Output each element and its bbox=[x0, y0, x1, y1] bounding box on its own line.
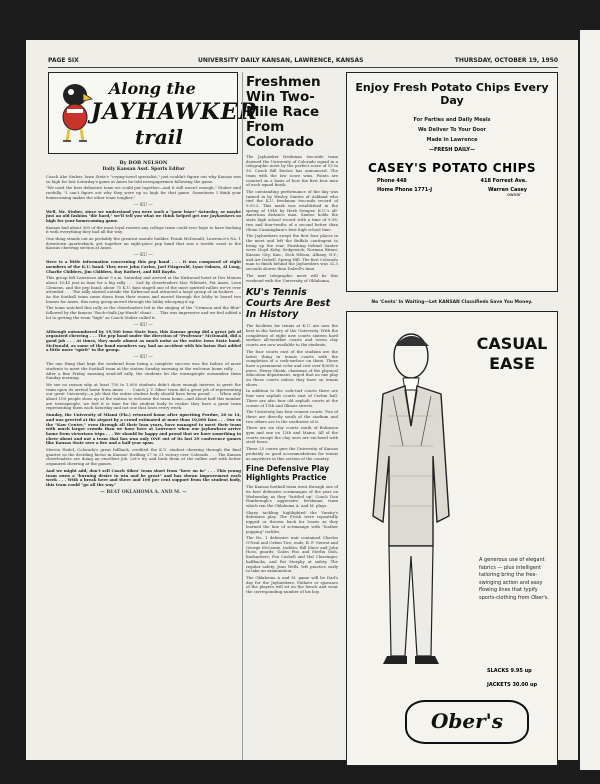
article-paragraph: The Jayhawkers swept the first four places in the meet and left the Buffalo contingent to bring up the rear. Finishing behind Santee were Lloyd Koby, Sedgewick; Norman Bitner, Kansas City, Kan.; Dick Wilson, Albany, N.Y.; and Art Dalzell, Spring Hill. The first Colorado man to finish behind the Jayhawkers was 32.3 seconds slower than Dalzell's time. bbox=[246, 233, 338, 272]
chips-ad-line: We Deliver To Your Door bbox=[417, 127, 487, 133]
article-paragraph: The next telegraphic meet will be this weekend with the University of Oklahoma. bbox=[246, 272, 338, 283]
logo-line-jayhawker: JAYHAWKER bbox=[91, 99, 258, 125]
column-paragraph: We see no reason why at least 750 to 1,000 students didn't show enough interest to greet the team upon its arrival home from Ames . . . Coach J. V. Sikes' team did a great job of representing our great University—a job that the entire student body should have been proud . . . When only about 100 people show up at the station to welcome the team home—and about half this number are townspeople, we feel it is time for the student body to realize they have a great team representing them each Saturday and not one that loses every week. bbox=[46, 381, 241, 411]
byline-title: Daily Kansan Asst. Sports Editor bbox=[102, 167, 185, 172]
chips-ad-fresh: —FRESH DAILY— bbox=[428, 147, 476, 153]
column-paragraph: Kansas had about 300 of the most loyal rooters any college team could ever hope to have backing it with everything they had all the way. bbox=[46, 224, 241, 235]
chips-ad-contact bbox=[347, 178, 557, 184]
article-paragraph: The Kansas football team went through one of its best defensive scrimmages of the year on Wednesday as they "bottled up" Coach Don Fambrough's aggressive freshman team which ran the Oklahoma A. and M. plays. bbox=[246, 484, 338, 509]
column-paragraph: Mervin Hodel, Colorado's great fullback, credited the K.U. student cheering through the final quarter as the deciding factor in Kansas' thrilling 27 to 21 victory over Colorado . . . The Kansas cheerleaders are doing an excellent job. Let's try and back them at the rallies and with better organized cheering at the games. bbox=[46, 447, 241, 467]
obers-jackets-price: JACKETS 30.00 up bbox=[487, 682, 538, 688]
obers-headline-ease: EASE bbox=[489, 354, 535, 373]
obers-slacks-price: SLACKS 9.95 up bbox=[487, 668, 532, 674]
ku-separator: — KU — bbox=[134, 253, 153, 259]
column-paragraph: The team watched this rally as the cheerleaders led in the singing of the "Crimson and the Blue" followed by the famous "Rock-chalk Jay-Hawk" chant . . . This was impressive and we feel added a lot to getting the team "high" as Coach Stuber called it. bbox=[46, 305, 241, 320]
article-paragraph: The Jayhawker freshman two-mile team downed the University of Colorado squad in a telegraphic meet by the perfect score of 15 to 30. Coach Bill Easton has announced. The team with the low score wins. Points are counted on a basis of how the first four men of each squad finish. bbox=[246, 154, 338, 188]
column-paragraph: This group left Lawrence about 5 a.m. Saturday and arrived at the Kirkwood hotel at Des Moines about 10:45 just in time for a big rally . . . Led by cheerleaders Mac Whitsett, Pat Ames, Leon Clemens, and the pep band, about 75 K.U. fans staged one of the most spirited rallies we've ever attended . . . The rally started outside the Kirkwood and attracted a large group of on-lookers . . . As the football team came down from their rooms and moved through the lobby to board two busses for Ames, this noisy group moved through the lobby whooping it up. bbox=[46, 275, 241, 304]
man-in-sport-jacket-illustration bbox=[353, 316, 483, 686]
chips-ad-line: For Parties and Daily Meals bbox=[413, 117, 491, 123]
sports-column bbox=[46, 72, 258, 760]
article-paragraph: The outstanding performance of the day was turned in by Wesley Santee of Ashland who tied the K.U. freshman two-mile record of 9:39.3. This mark was established in the spring of 1948 by Herb Semper, K.U.'s all-American distance man. Santee holds the state high school record with a time of 9:38, two and four-tenths of a second better than Glenn Cunningham's best high school time. bbox=[246, 188, 338, 232]
jayhawk-mascot-icon bbox=[57, 79, 93, 145]
column-paragraph: Well, Mr. Stuber, since we understand you were such a "poor loser" Saturday, or maybe just an old fashion "die hard," we'll tell you what we think helped get our Jayhawkers so high for your homecoming game. bbox=[46, 208, 241, 223]
ku-separator: — KU — bbox=[134, 322, 153, 328]
chips-ad-headline: Enjoy Fresh Potato Chips Every Day bbox=[355, 81, 549, 107]
headline-defensive-play: Fine Defensive Play Highlights Practice bbox=[246, 464, 330, 482]
logo-line-trail: trail bbox=[135, 125, 183, 149]
column-paragraph: "We used the best defensive team we could put together—and it still wasn't enough," Stuber said ruefully. "I can't figure out why they were up so high for that game. Sometimes I think your homecoming makes the other team tougher." bbox=[46, 185, 241, 200]
article-paragraph: The No. 1 defensive unit contained Charles O'Neal and Orbon Tice, ends; B. F. Gerent and George McLemie, tackles; Bill Mace and John Hoss, guards; Galen Fiss and Merlin Gish, linebackers; Fox Cashell and Hal Cleavinger, halfbacks, and Pat Murphy at safety. The regular safety, Jean Wells, left practice early to take an examination. bbox=[246, 535, 338, 574]
logo-line-along: Along the bbox=[109, 79, 196, 98]
ku-separator: — KU — bbox=[134, 355, 153, 361]
news-column bbox=[242, 72, 338, 760]
caseys-chips-ad bbox=[346, 72, 558, 292]
column-signoff: — BEAT OKLAHOMA A. AND M. — bbox=[100, 489, 187, 495]
chips-ad-address: 418 Forrest Ave. bbox=[480, 178, 527, 184]
column-paragraph: The one thing that kept the weekend from being a complete success was the failure of more students to meet the football team at the station Sunday morning at the welcome home rally . . . After a fine Friday morning send-off rally, the students let the townspeople outnumber them Sunday morning. bbox=[46, 361, 241, 381]
column-paragraph: Sunday, the University of Miami (Fla.) returned home after upsetting Purdue, 20 to 14, and was greeted at the airport by a crowd estimated at more than 10,000 fans . . . Our ex the "Kaw Centre," even through all their lean years, have managed to meet their team with much larger crowds than we have here at Lawrence when our Jayhawkers arrive home from victorious trips . . . We should be happy and proud that we have something to cheer about and not a team that has won only ONE out of its last 29 conference games like Kansas State over a five and a half year span. bbox=[46, 412, 241, 446]
article-paragraph: The University has four cement courts. Two of these are directly south of the stadium and two others are to the southwest of it. bbox=[246, 409, 338, 424]
newspaper-page bbox=[26, 40, 578, 760]
obers-headline-casual: CASUAL bbox=[476, 334, 548, 353]
column-paragraph: One thing stands out as probably the greatest morale builder. Frank McDonald, Lawrence's No. 1 downtown quarterback, got together an eight-piece pep band that was a terrific asset to the Kansas cheering section at Ames. bbox=[46, 236, 241, 251]
byline: By BOB NELSON bbox=[119, 160, 168, 166]
obers-ad-copy: A generous use of elegant fabrics — plus intelligent tailoring bring the free-swinging action and easy flowing lines that typify sports-clothing from Ober's. bbox=[479, 557, 549, 601]
obers-logo: Ober's bbox=[405, 700, 529, 744]
column-paragraph: And we might add, don't sell Coach Sikes' team short from "here on in" . . . This young team owns a "burning desire to win and be great" and has shown improvement each week . . . With a break here and there and 100 per cent support from the student body, this team could "go all the way." bbox=[46, 467, 241, 487]
paper-title: UNIVERSITY DAILY KANSAN, LAWRENCE, KANSAS bbox=[198, 57, 364, 64]
obers-casual-ad bbox=[346, 311, 558, 766]
chips-ad-brand: CASEY'S POTATO CHIPS bbox=[367, 161, 537, 175]
article-paragraph: These 25 courts give the University of Kansas probably as good accommodations for tennis as anywhere in this section of the country. bbox=[246, 446, 338, 461]
adjacent-page-edge bbox=[580, 30, 600, 770]
column-paragraph: Here is a little information concerning this pep band . . . It was composed of eight members of the K.U. band. They were John Carlos, Joel Fitzgerald, Lynn Osborn, Al Long, Charlie Childers, Jim Childers, Ray Rathert, and Bill Baydo. bbox=[46, 259, 241, 274]
chips-ad-phone: Phone 448 bbox=[377, 178, 407, 184]
article-paragraph: In addition to the cork-turf courts there are four new asphalt courts east of Corbin hall. There are also four old asphalt courts at the corner of 11th and Illinois streets. bbox=[246, 388, 338, 408]
chips-ad-home-phone: Home Phone 1771-J bbox=[377, 187, 433, 193]
article-paragraph: The Oklahoma A and M. game will be Dad's day for the Jayhawkers. Fathers or sponsors of the players will sit on the bench and wear the corresponding number of his boy. bbox=[246, 574, 338, 595]
article-paragraph: Sharp tackling highlighted the Varsity's defensive play. The Frosh were repeatedly nipped or thrown back for losses as they learned the line of scrimmage with "leather popping" tackles. bbox=[246, 509, 338, 534]
classified-banner: No 'Cents' In Waiting—Let KANSAN Classifieds Save You Money. bbox=[371, 300, 533, 305]
column-logo bbox=[48, 72, 258, 154]
headline-tennis-courts: KU's Tennis Courts Are Best In History bbox=[246, 287, 331, 321]
ku-separator: — KU — bbox=[134, 202, 153, 208]
page-header bbox=[48, 57, 558, 67]
issue-date: THURSDAY, OCTOBER 19, 1950 bbox=[454, 57, 558, 64]
article-paragraph: The four courts east of the stadium are the latest thing in tennis courts with the completion of a cork-surface on them. These have a permanent color and cost over $3000 a piece, Henry Shenk, chairman of the physical education department, urged that no one play on these courts unless they have on tennis shoes. bbox=[246, 348, 338, 387]
chips-ad-line: Made in Lawrence bbox=[426, 137, 478, 143]
page-number: PAGE SIX bbox=[48, 57, 79, 64]
column-paragraph: Coach Abe Stuber, Iowa State's "crying-towel specialist," just couldn't figure out why Kansas was so high for last Saturday's game at Ames he told newspapermen following the game. bbox=[46, 174, 241, 184]
chips-ad-owner-name: Warren Casey bbox=[487, 187, 527, 193]
chips-ad-owner-label: owner bbox=[507, 193, 521, 198]
obers-headline bbox=[472, 334, 552, 374]
column-paragraph: Although outnumbered by 19,500 Iowa State fans, this Kansas group did a great job of organized cheering . . . The pep band under the direction of "Professor" McDonald, did a good job . . . At times, they made almost as much noise as the entire Iowa State band. McDonald, as some of the band members say, had an accident with his baton that added a little more "spirit" to the group. bbox=[46, 328, 241, 353]
article-paragraph: The facilities for tennis at K.U. are now the best in the history of the University. With the completion of eight new courts sixteen hard surface all-weather courts and seven clay courts are now available to the students. bbox=[246, 323, 338, 348]
headline-freshmen-win: Freshmen Win Two-Mile Race From Colorado bbox=[246, 74, 321, 150]
article-paragraph: There are six clay courts south of Robinson gym and one on 12th and Maine. All of the courts except the clay ones are enclosed with steel fence. bbox=[246, 425, 338, 445]
advertising-column bbox=[342, 72, 562, 760]
header-rule bbox=[48, 67, 558, 68]
